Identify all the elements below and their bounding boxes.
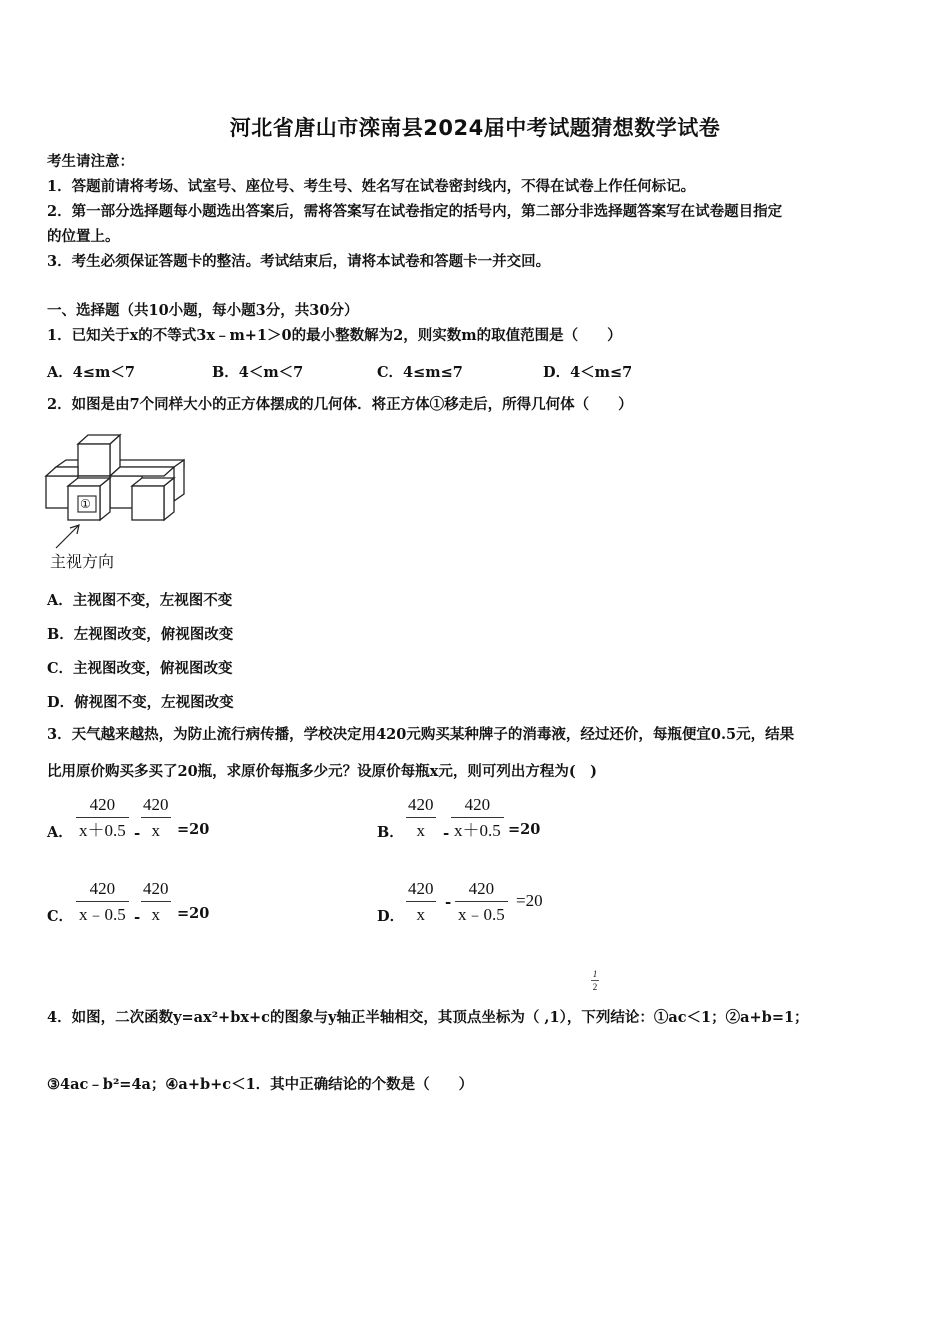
notice-heading: 考生请注意： — [47, 153, 134, 170]
question-1-option-b: B．4＜m＜7 — [212, 364, 304, 381]
question-4-half-fraction: 1 2 — [592, 969, 598, 992]
question-1-option-d: D．4＜m≤7 — [543, 364, 633, 381]
question-3-c-equals: =20 — [177, 905, 210, 922]
question-3-label-c: C． — [47, 908, 74, 925]
question-3-c-fraction-2: 420 x — [143, 879, 169, 924]
question-3-label-d: D． — [377, 908, 405, 925]
page-title: 河北省唐山市滦南县2024届中考试题猜想数学试卷 — [229, 116, 721, 140]
question-3-d-equals: =20 — [516, 891, 543, 910]
notice-item-2-cont: 的位置上。 — [47, 228, 120, 245]
question-3-c-minus: - — [134, 908, 141, 926]
question-3-a-fraction-2: 420 x — [143, 795, 169, 840]
notice-item-1: 1．答题前请将考场、试室号、座位号、考生号、姓名写在试卷密封线内，不得在试卷上作任何标记。 — [47, 178, 696, 195]
question-2-option-a: A．主视图不变，左视图不变 — [47, 592, 233, 609]
figure-caption: 主视方向 — [50, 552, 115, 571]
notice-item-3: 3．考生必须保证答题卡的整洁。考试结束后，请将本试卷和答题卡一并交回。 — [47, 253, 551, 270]
question-3-label-a: A． — [47, 824, 73, 841]
question-4-stem-line-2: ③4ac﹣b²=4a；④a+b+c＜1．其中正确结论的个数是（ ） — [47, 1076, 474, 1093]
question-3-label-b: B． — [377, 824, 404, 841]
question-3-b-equals: =20 — [508, 821, 541, 838]
question-2-option-b: B．左视图改变，俯视图改变 — [47, 626, 234, 643]
view-direction-arrow — [56, 526, 78, 548]
question-3-a-fraction-1: 420 x＋0.5 — [76, 795, 129, 841]
question-2-stem: 2．如图是由7个同样大小的正方体摆成的几何体．将正方体①移走后，所得几何体（ ） — [47, 396, 633, 413]
question-2-option-d: D．俯视图不变，左视图改变 — [47, 694, 234, 711]
question-3-b-minus: - — [443, 824, 450, 842]
question-4-stem-line-1: 4．如图，二次函数y=ax²+bx+c的图象与y轴正半轴相交，其顶点坐标为（ ,1），下列结论：①ac＜1；②a+b=1； — [47, 1009, 809, 1026]
question-1-option-c: C．4≤m≤7 — [377, 364, 463, 381]
section-heading: 一、选择题（共10小题，每小题3分，共30分） — [47, 302, 359, 319]
cube-marker-label: ① — [80, 497, 91, 511]
question-3-d-fraction-1: 420 x — [408, 879, 434, 924]
question-3-stem-line-1: 3．天气越来越热，为防止流行病传播，学校决定用420元购买某种牌子的消毒液，经过还价，每瓶便宜0.5元，结果 — [47, 726, 795, 743]
question-3-a-minus: - — [134, 824, 141, 842]
question-3-a-equals: =20 — [177, 821, 210, 838]
notice-item-2: 2．第一部分选择题每小题选出答案后，需将答案写在试卷指定的括号内，第二部分非选择题答案写在试卷题目指定 — [47, 203, 783, 220]
question-3-c-fraction-1: 420 x﹣0.5 — [76, 879, 129, 925]
question-3-b-fraction-2: 420 x＋0.5 — [451, 795, 504, 841]
question-3-d-fraction-2: 420 x﹣0.5 — [455, 879, 508, 925]
question-3-d-minus: - — [445, 893, 452, 911]
question-1-stem: 1．已知关于x的不等式3x﹣m+1＞0的最小整数解为2，则实数m的取值范围是（ ） — [47, 327, 622, 344]
question-3-stem-line-2: 比用原价购买多买了20瓶，求原价每瓶多少元？设原价每瓶x元，则可列出方程为( ) — [47, 763, 598, 780]
question-2-option-c: C．主视图改变，俯视图改变 — [47, 660, 233, 677]
question-3-b-fraction-1: 420 x — [408, 795, 434, 840]
question-1-option-a: A．4≤m＜7 — [47, 364, 135, 381]
